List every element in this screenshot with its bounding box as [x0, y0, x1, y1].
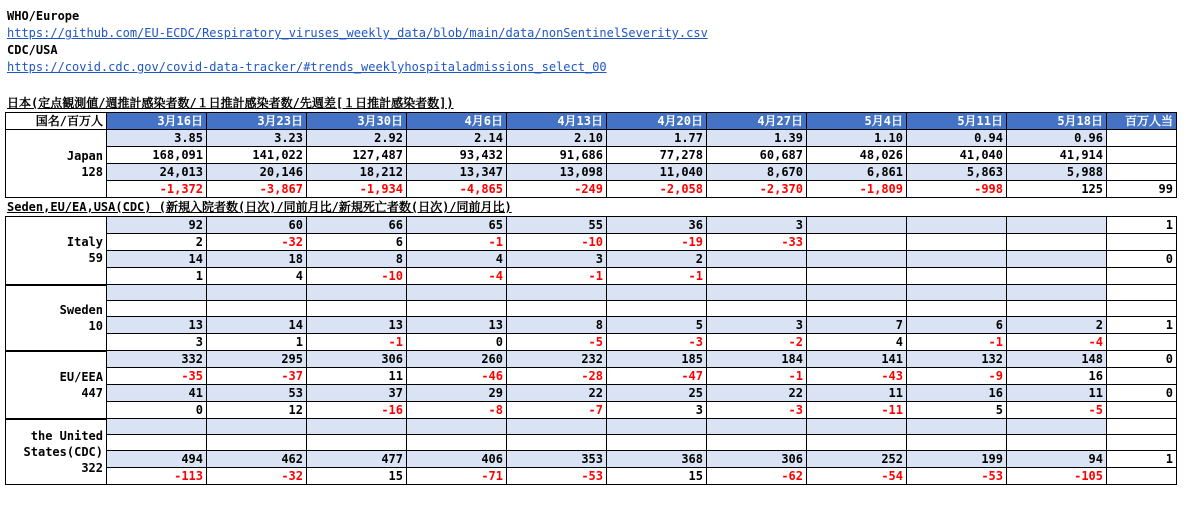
- data-cell: [807, 268, 907, 285]
- data-cell: [207, 285, 307, 301]
- data-cell: 3: [707, 217, 807, 234]
- data-cell: [707, 435, 807, 451]
- data-cell: [307, 301, 407, 317]
- data-cell: -53: [507, 468, 607, 485]
- country-name-line2: 447: [81, 385, 103, 400]
- table-row: [6, 385, 1177, 402]
- data-cell: 0: [407, 334, 507, 351]
- header-date-cell: 5月11日: [907, 113, 1007, 130]
- data-cell: -4,865: [407, 181, 507, 198]
- data-cell: 0: [107, 402, 207, 419]
- data-cell: [207, 301, 307, 317]
- table-row: [6, 164, 1177, 181]
- cdc-url-link[interactable]: https://covid.cdc.gov/covid-data-tracker/#trends_weeklyhospitaladmissions_select_00: [7, 60, 607, 74]
- data-cell: 332: [107, 351, 207, 368]
- data-cell: -54: [807, 468, 907, 485]
- data-cell: 1.77: [607, 130, 707, 147]
- data-cell: 406: [407, 451, 507, 468]
- data-cell: [107, 435, 207, 451]
- data-cell: 16: [907, 385, 1007, 402]
- data-cell: 232: [507, 351, 607, 368]
- data-cell: [807, 419, 907, 435]
- data-cell: 13: [407, 317, 507, 334]
- data-cell: 41,040: [907, 147, 1007, 164]
- data-cell: 3: [507, 251, 607, 268]
- japan-header-row: [6, 113, 1177, 130]
- data-cell: 127,487: [307, 147, 407, 164]
- data-cell: 6: [307, 234, 407, 251]
- data-cell: -28: [507, 368, 607, 385]
- data-cell: 5,988: [1007, 164, 1107, 181]
- table-row: [6, 181, 1177, 198]
- data-cell: 25: [607, 385, 707, 402]
- japan-section-title: 日本(定点観測値/週推計感染者数/１日推計感染者数/先週差[１日推計感染者数]): [7, 96, 454, 110]
- data-cell: -2: [707, 334, 807, 351]
- data-cell: -9: [907, 368, 1007, 385]
- data-cell: -5: [507, 334, 607, 351]
- header-date-cell: 3月16日: [107, 113, 207, 130]
- data-cell: 4: [407, 251, 507, 268]
- table-row: [6, 334, 1177, 351]
- data-cell: 13,347: [407, 164, 507, 181]
- country-name-line2: States(CDC): [23, 444, 103, 459]
- header-date-cell: 3月23日: [207, 113, 307, 130]
- data-cell: -1: [507, 268, 607, 285]
- data-cell: 2: [1007, 317, 1107, 334]
- header-date-cell: 3月30日: [307, 113, 407, 130]
- data-cell: 11: [307, 368, 407, 385]
- data-cell: 11: [1007, 385, 1107, 402]
- data-cell: [107, 285, 207, 301]
- data-cell: -32: [207, 234, 307, 251]
- data-cell: 6: [907, 317, 1007, 334]
- header-date-cell: 5月4日: [807, 113, 907, 130]
- data-cell: 295: [207, 351, 307, 368]
- data-cell: 60: [207, 217, 307, 234]
- data-cell: 11: [807, 385, 907, 402]
- data-cell: 148: [1007, 351, 1107, 368]
- data-cell: 3.85: [107, 130, 207, 147]
- per-million-cell: [1107, 435, 1177, 451]
- data-cell: -47: [607, 368, 707, 385]
- per-million-cell: 0: [1107, 351, 1177, 368]
- table-row: [6, 234, 1177, 251]
- table-row: [6, 419, 1177, 435]
- data-cell: -1: [907, 334, 1007, 351]
- data-cell: 252: [807, 451, 907, 468]
- data-cell: 48,026: [807, 147, 907, 164]
- data-cell: 4: [807, 334, 907, 351]
- data-cell: -43: [807, 368, 907, 385]
- table-row: [6, 351, 1177, 368]
- data-cell: [407, 435, 507, 451]
- data-cell: [407, 419, 507, 435]
- data-cell: -37: [207, 368, 307, 385]
- data-cell: 11,040: [607, 164, 707, 181]
- data-cell: 2: [607, 251, 707, 268]
- data-cell: [707, 268, 807, 285]
- country-label-cell: [6, 130, 107, 198]
- data-cell: -46: [407, 368, 507, 385]
- country-name: EU/EEA: [59, 369, 103, 384]
- data-cell: [807, 251, 907, 268]
- table-row: [6, 268, 1177, 285]
- data-cell: 94: [1007, 451, 1107, 468]
- data-cell: [1007, 234, 1107, 251]
- who-label: WHO/Europe: [7, 9, 80, 23]
- data-cell: [207, 419, 307, 435]
- per-million-cell: [1107, 147, 1177, 164]
- data-cell: 2.92: [307, 130, 407, 147]
- data-cell: 24,013: [107, 164, 207, 181]
- data-cell: 2.14: [407, 130, 507, 147]
- data-cell: 18,212: [307, 164, 407, 181]
- data-cell: 60,687: [707, 147, 807, 164]
- data-cell: 93,432: [407, 147, 507, 164]
- data-cell: [1007, 251, 1107, 268]
- data-cell: [1007, 301, 1107, 317]
- per-million-cell: 0: [1107, 251, 1177, 268]
- data-cell: -4: [1007, 334, 1107, 351]
- data-cell: -3,867: [207, 181, 307, 198]
- header-date-cell: 4月27日: [707, 113, 807, 130]
- data-cell: [1007, 217, 1107, 234]
- data-cell: [907, 251, 1007, 268]
- data-cell: -5: [1007, 402, 1107, 419]
- data-cell: [107, 301, 207, 317]
- data-cell: -32: [207, 468, 307, 485]
- data-cell: [907, 419, 1007, 435]
- per-million-cell: 1: [1107, 217, 1177, 234]
- cdc-label: CDC/USA: [7, 43, 58, 57]
- data-cell: -1: [307, 334, 407, 351]
- data-cell: 14: [207, 317, 307, 334]
- table-row: [6, 368, 1177, 385]
- table-row: [6, 317, 1177, 334]
- table-row: [6, 451, 1177, 468]
- per-million-cell: [1107, 301, 1177, 317]
- data-cell: -11: [807, 402, 907, 419]
- per-million-cell: [1107, 234, 1177, 251]
- data-cell: 8: [307, 251, 407, 268]
- eu-usa-table: [5, 216, 1177, 485]
- data-cell: -4: [407, 268, 507, 285]
- data-cell: 22: [507, 385, 607, 402]
- data-cell: 8: [507, 317, 607, 334]
- country-population: 322: [81, 460, 103, 475]
- data-cell: 185: [607, 351, 707, 368]
- data-cell: 55: [507, 217, 607, 234]
- data-cell: 5: [607, 317, 707, 334]
- data-cell: [107, 419, 207, 435]
- data-cell: -35: [107, 368, 207, 385]
- header-country-cell: 国名/百万人: [6, 113, 107, 130]
- country-label-cell: [6, 419, 107, 485]
- data-cell: 5,863: [907, 164, 1007, 181]
- data-cell: 18: [207, 251, 307, 268]
- data-cell: 199: [907, 451, 1007, 468]
- data-cell: 141,022: [207, 147, 307, 164]
- data-cell: 2.10: [507, 130, 607, 147]
- per-million-cell: [1107, 268, 1177, 285]
- data-cell: -1: [407, 234, 507, 251]
- data-cell: [707, 301, 807, 317]
- table-row: [6, 301, 1177, 317]
- header-per-million-cell: 百万人当: [1107, 113, 1177, 130]
- data-cell: [207, 435, 307, 451]
- data-cell: 2: [107, 234, 207, 251]
- per-million-cell: 99: [1107, 181, 1177, 198]
- data-cell: [807, 285, 907, 301]
- data-cell: [507, 285, 607, 301]
- per-million-cell: [1107, 402, 1177, 419]
- country-label-cell: [6, 351, 107, 419]
- data-cell: 65: [407, 217, 507, 234]
- header-date-cell: 5月18日: [1007, 113, 1107, 130]
- per-million-cell: 1: [1107, 317, 1177, 334]
- data-cell: 1: [107, 268, 207, 285]
- data-cell: [907, 301, 1007, 317]
- eu-section-title: Seden,EU/EA,USA(CDC) (新規入院者数(日次)/同前月比/新規死亡者数(日次)/同前月比): [7, 200, 512, 214]
- data-cell: 41,914: [1007, 147, 1107, 164]
- data-cell: [907, 268, 1007, 285]
- data-cell: 3: [607, 402, 707, 419]
- data-cell: 1.10: [807, 130, 907, 147]
- data-cell: 13: [307, 317, 407, 334]
- country-name: the United: [30, 428, 103, 443]
- data-cell: 462: [207, 451, 307, 468]
- data-cell: -71: [407, 468, 507, 485]
- data-cell: 184: [707, 351, 807, 368]
- data-cell: [507, 301, 607, 317]
- data-cell: 141: [807, 351, 907, 368]
- per-million-cell: [1107, 164, 1177, 181]
- data-cell: 13,098: [507, 164, 607, 181]
- data-cell: 41: [107, 385, 207, 402]
- data-cell: -1,809: [807, 181, 907, 198]
- country-name: Sweden: [59, 302, 103, 317]
- data-cell: 0.96: [1007, 130, 1107, 147]
- per-million-cell: [1107, 368, 1177, 385]
- data-cell: [1007, 268, 1107, 285]
- data-cell: -105: [1007, 468, 1107, 485]
- data-cell: 3.23: [207, 130, 307, 147]
- data-cell: 306: [307, 351, 407, 368]
- data-cell: [407, 301, 507, 317]
- data-cell: -33: [707, 234, 807, 251]
- data-cell: [607, 285, 707, 301]
- data-cell: [907, 435, 1007, 451]
- table-row: [6, 217, 1177, 234]
- data-cell: -113: [107, 468, 207, 485]
- data-cell: [907, 217, 1007, 234]
- data-cell: [807, 234, 907, 251]
- data-cell: -10: [507, 234, 607, 251]
- data-cell: 20,146: [207, 164, 307, 181]
- data-cell: 168,091: [107, 147, 207, 164]
- per-million-cell: 1: [1107, 451, 1177, 468]
- data-cell: [1007, 435, 1107, 451]
- data-cell: 6,861: [807, 164, 907, 181]
- table-row: [6, 251, 1177, 268]
- data-cell: [907, 285, 1007, 301]
- data-cell: [507, 435, 607, 451]
- data-cell: 353: [507, 451, 607, 468]
- data-cell: [1007, 419, 1107, 435]
- data-cell: [807, 435, 907, 451]
- data-cell: -1,934: [307, 181, 407, 198]
- data-cell: 29: [407, 385, 507, 402]
- per-million-cell: [1107, 334, 1177, 351]
- data-cell: -19: [607, 234, 707, 251]
- data-cell: [807, 301, 907, 317]
- data-cell: 91,686: [507, 147, 607, 164]
- data-cell: [607, 301, 707, 317]
- data-cell: 14: [107, 251, 207, 268]
- data-cell: -8: [407, 402, 507, 419]
- data-cell: 5: [907, 402, 1007, 419]
- data-cell: [907, 234, 1007, 251]
- data-cell: -16: [307, 402, 407, 419]
- data-cell: 306: [707, 451, 807, 468]
- data-cell: -3: [707, 402, 807, 419]
- data-cell: -1: [607, 268, 707, 285]
- data-cell: -53: [907, 468, 1007, 485]
- country-label-cell: [6, 217, 107, 285]
- data-cell: 8,670: [707, 164, 807, 181]
- data-cell: 260: [407, 351, 507, 368]
- per-million-cell: [1107, 130, 1177, 147]
- data-cell: [407, 285, 507, 301]
- header-date-cell: 4月20日: [607, 113, 707, 130]
- data-cell: 477: [307, 451, 407, 468]
- data-cell: 368: [607, 451, 707, 468]
- data-cell: [707, 419, 807, 435]
- per-million-cell: 0: [1107, 385, 1177, 402]
- country-name-line2: 59: [88, 251, 103, 266]
- who-url-link[interactable]: https://github.com/EU-ECDC/Respiratory_viruses_weekly_data/blob/main/data/nonSentinelSeverity.csv: [7, 26, 708, 40]
- data-cell: 36: [607, 217, 707, 234]
- data-cell: 125: [1007, 181, 1107, 198]
- data-cell: [707, 285, 807, 301]
- table-row: [6, 435, 1177, 451]
- data-cell: [307, 285, 407, 301]
- country-label-cell: [6, 285, 107, 351]
- data-cell: 3: [107, 334, 207, 351]
- data-cell: 494: [107, 451, 207, 468]
- data-cell: -998: [907, 181, 1007, 198]
- data-cell: 0.94: [907, 130, 1007, 147]
- data-cell: -62: [707, 468, 807, 485]
- data-cell: [307, 435, 407, 451]
- data-cell: 37: [307, 385, 407, 402]
- data-cell: 15: [307, 468, 407, 485]
- japan-table: [5, 112, 1177, 198]
- country-name: Italy: [66, 235, 103, 250]
- data-cell: -2,058: [607, 181, 707, 198]
- country-population: 128: [81, 164, 103, 179]
- data-cell: [607, 419, 707, 435]
- data-cell: 77,278: [607, 147, 707, 164]
- table-row: [6, 468, 1177, 485]
- per-million-cell: [1107, 285, 1177, 301]
- data-cell: -1: [707, 368, 807, 385]
- per-million-cell: [1107, 468, 1177, 485]
- data-cell: 92: [107, 217, 207, 234]
- data-cell: -1,372: [107, 181, 207, 198]
- data-cell: [307, 419, 407, 435]
- data-cell: 12: [207, 402, 307, 419]
- data-cell: [1007, 285, 1107, 301]
- data-cell: 1: [207, 334, 307, 351]
- data-cell: 7: [807, 317, 907, 334]
- country-name-line2: 10: [88, 318, 103, 333]
- data-cell: 66: [307, 217, 407, 234]
- country-name: Japan: [66, 148, 103, 163]
- header-date-cell: 4月6日: [407, 113, 507, 130]
- data-cell: [607, 435, 707, 451]
- data-cell: 3: [707, 317, 807, 334]
- header-date-cell: 4月13日: [507, 113, 607, 130]
- data-cell: -3: [607, 334, 707, 351]
- table-row: [6, 402, 1177, 419]
- data-cell: -249: [507, 181, 607, 198]
- data-cell: 53: [207, 385, 307, 402]
- data-cell: -10: [307, 268, 407, 285]
- table-row: [6, 130, 1177, 147]
- data-cell: 132: [907, 351, 1007, 368]
- data-cell: [707, 251, 807, 268]
- data-cell: [807, 217, 907, 234]
- table-row: [6, 147, 1177, 164]
- data-cell: 13: [107, 317, 207, 334]
- data-cell: [507, 419, 607, 435]
- per-million-cell: [1107, 419, 1177, 435]
- data-cell: 22: [707, 385, 807, 402]
- data-cell: 4: [207, 268, 307, 285]
- table-row: [6, 285, 1177, 301]
- data-cell: -7: [507, 402, 607, 419]
- data-cell: 15: [607, 468, 707, 485]
- data-cell: 1.39: [707, 130, 807, 147]
- data-cell: -2,370: [707, 181, 807, 198]
- data-cell: 16: [1007, 368, 1107, 385]
